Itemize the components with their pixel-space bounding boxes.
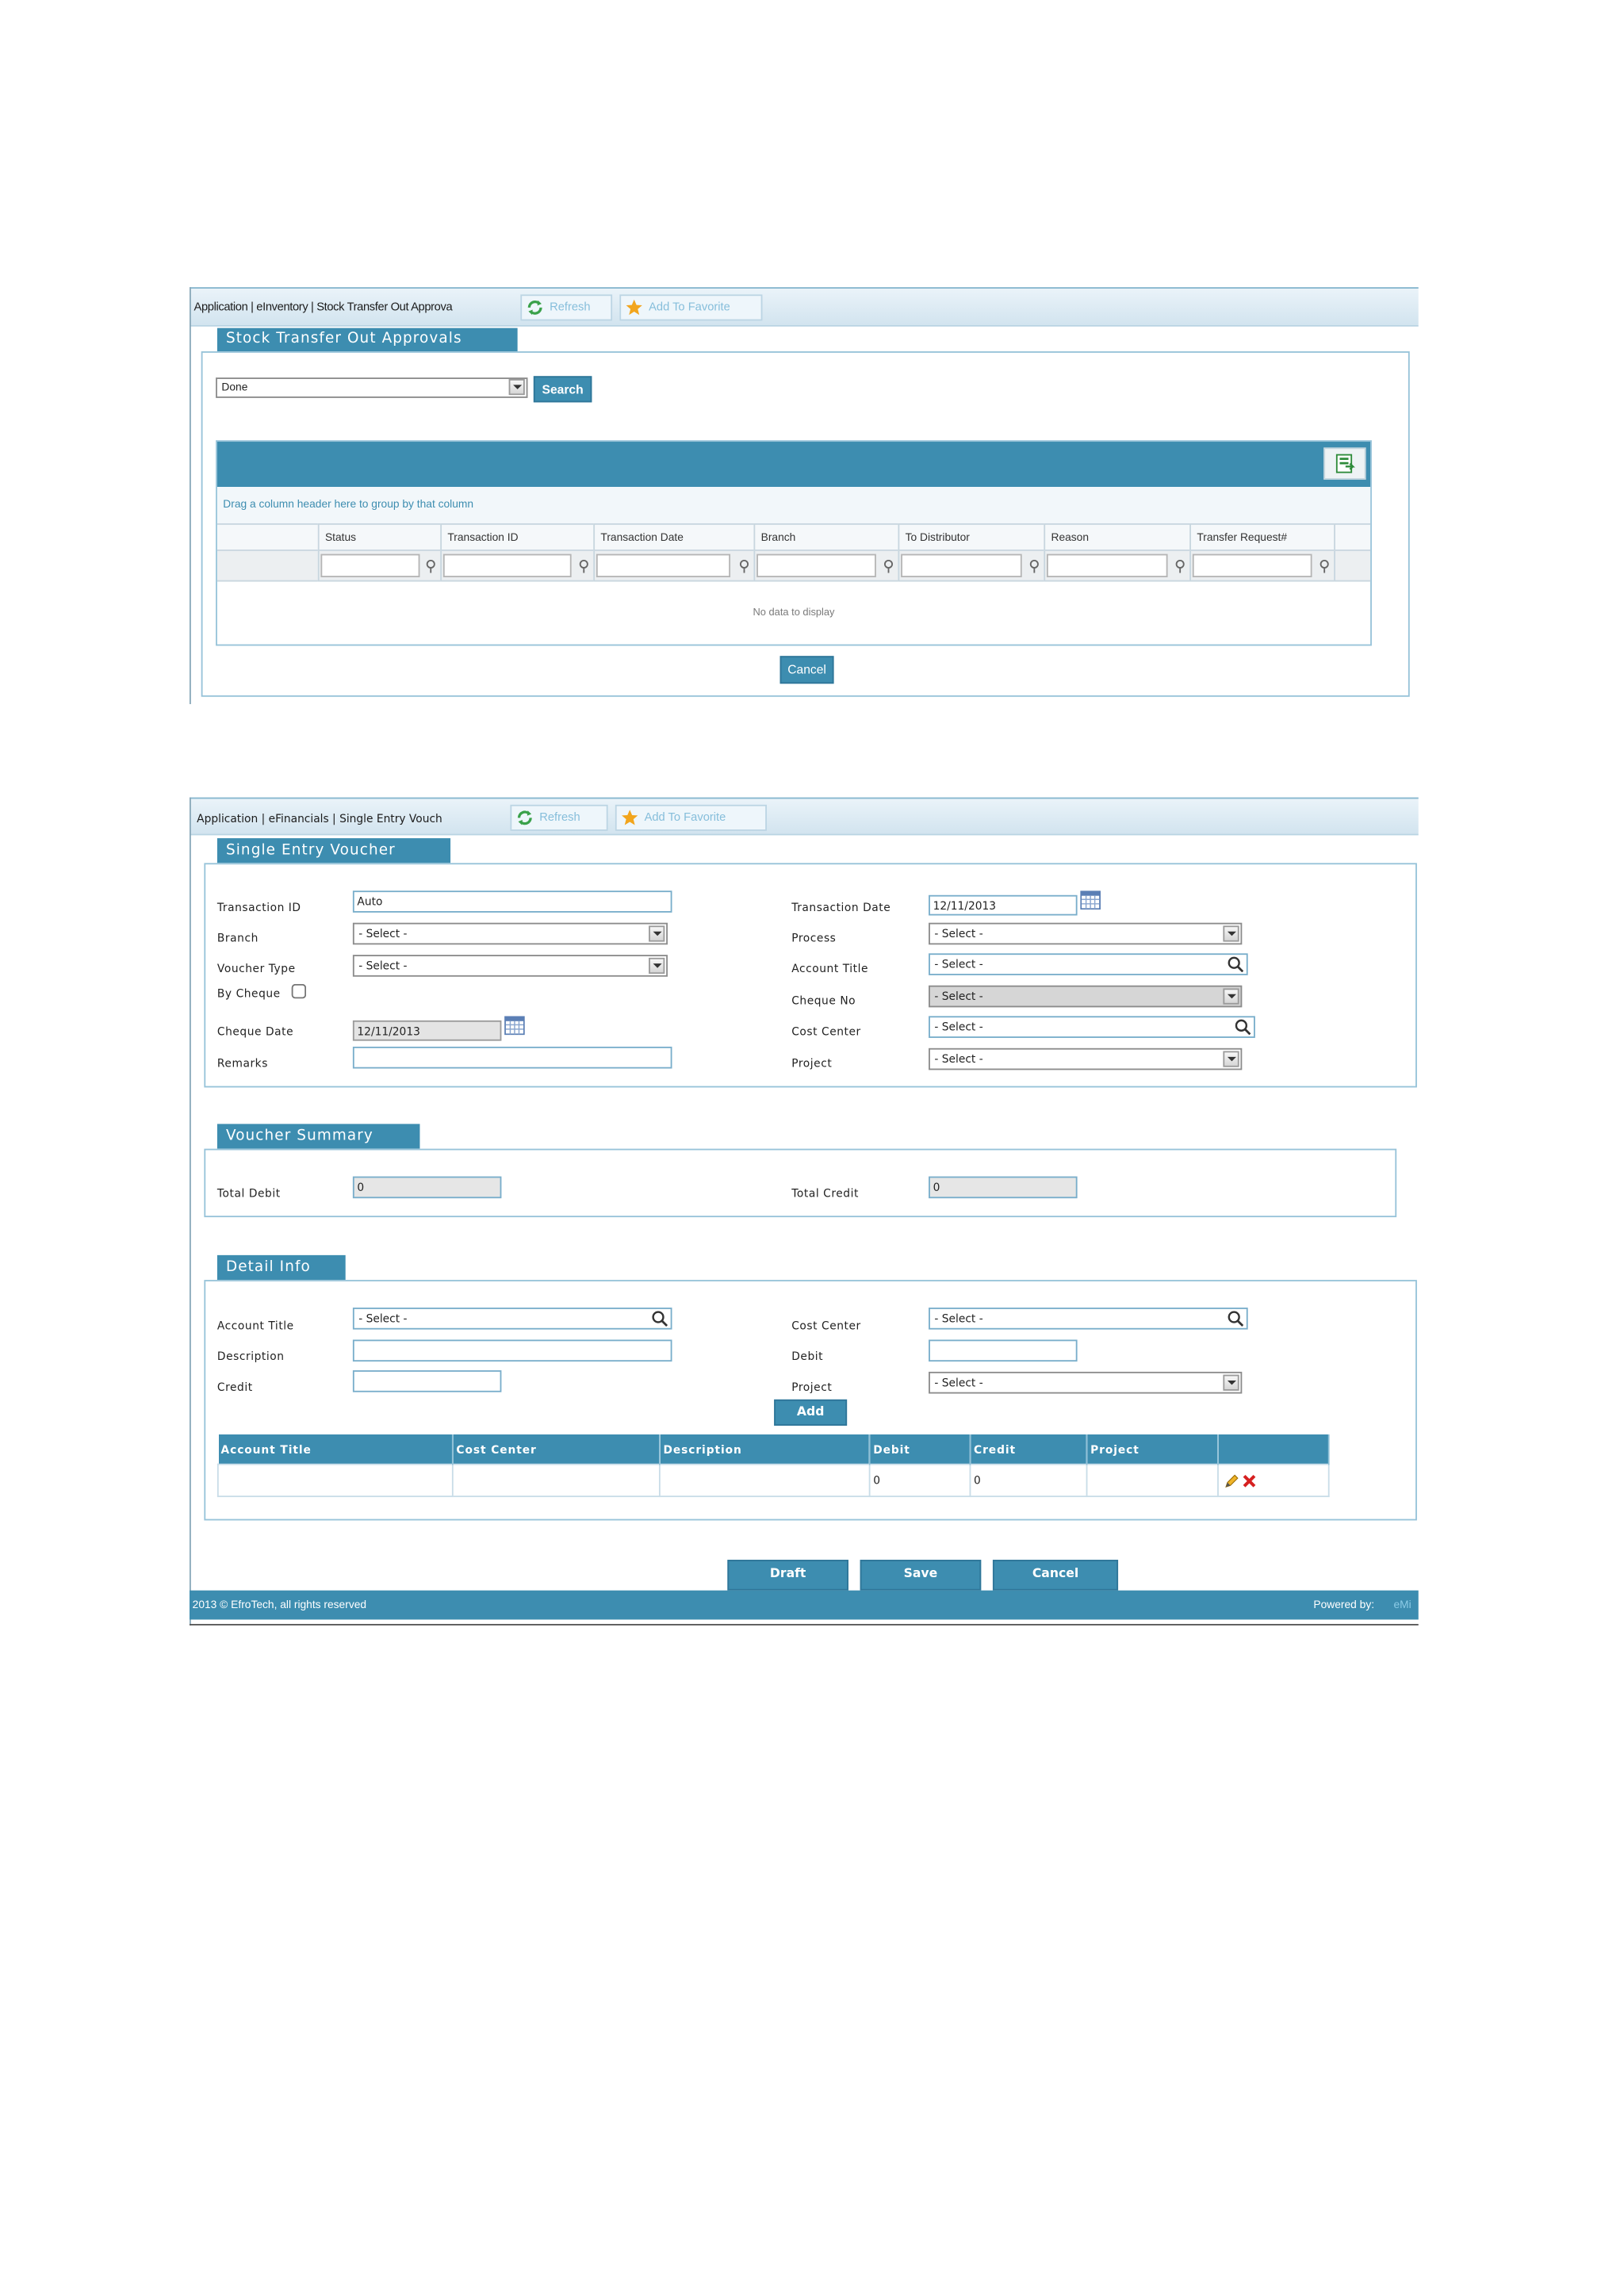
add-to-favorite-button[interactable]	[619, 294, 762, 320]
approvals-toolbar	[190, 287, 1419, 327]
cell-debit: 0	[870, 1465, 971, 1496]
search-icon[interactable]	[652, 1311, 668, 1327]
search-icon[interactable]	[1235, 1019, 1251, 1035]
cheque-date-field[interactable]	[353, 1021, 502, 1041]
total-credit-label: Total Credit	[791, 1186, 859, 1201]
cheque-no-label: Cheque No	[791, 994, 856, 1008]
refresh-label: Refresh	[550, 300, 591, 314]
process-select[interactable]	[929, 923, 1242, 945]
edit-icon[interactable]	[1224, 1473, 1239, 1488]
column-header-debit[interactable]: Debit	[870, 1434, 971, 1465]
column-header-account-title[interactable]: Account Title	[218, 1434, 453, 1465]
table-row	[218, 1465, 1329, 1496]
grid-header-tail	[1334, 523, 1370, 551]
transaction-id-label: Transaction ID	[216, 901, 301, 914]
filter-icon[interactable]	[1175, 560, 1185, 573]
cell-actions	[1218, 1465, 1329, 1496]
cheque-no-select[interactable]	[929, 986, 1242, 1008]
filter-cell-to-distributor	[898, 551, 1044, 582]
column-header-credit[interactable]: Credit	[970, 1434, 1086, 1465]
cost-center-value: - Select -	[934, 1020, 983, 1034]
by-cheque-checkbox[interactable]	[292, 984, 306, 998]
breadcrumb: Application | eFinancials | Single Entry Vouch	[197, 811, 442, 825]
export-excel-icon	[1335, 454, 1356, 474]
chevron-down-icon[interactable]	[1223, 925, 1239, 941]
detail-credit-field[interactable]	[353, 1370, 502, 1392]
total-debit-field	[353, 1177, 502, 1199]
refresh-button[interactable]	[510, 805, 607, 831]
transaction-date-field[interactable]	[929, 895, 1078, 916]
filter-input-status[interactable]	[320, 554, 419, 577]
cell-credit: 0	[970, 1465, 1086, 1496]
voucher-toolbar	[190, 798, 1419, 836]
detail-cost-center-lookup[interactable]	[929, 1308, 1248, 1330]
frame-border	[190, 798, 191, 1626]
search-icon[interactable]	[1228, 956, 1243, 972]
filter-cell-branch	[753, 551, 898, 582]
detail-cost-center-label: Cost Center	[791, 1319, 861, 1333]
favorite-label: Add To Favorite	[649, 300, 730, 314]
column-header-to-distributor[interactable]: To Distributor	[898, 523, 1044, 551]
search-icon[interactable]	[1228, 1311, 1243, 1327]
star-icon	[626, 299, 643, 316]
transaction-id-field[interactable]	[353, 890, 672, 913]
save-button[interactable]: Save	[860, 1560, 982, 1591]
detail-table	[217, 1434, 1330, 1497]
delete-icon[interactable]	[1243, 1473, 1257, 1488]
footer	[190, 1591, 1419, 1620]
total-debit-label: Total Debit	[216, 1186, 281, 1201]
cell-project	[1087, 1465, 1218, 1496]
project-label: Project	[791, 1056, 833, 1070]
column-header-actions	[1218, 1434, 1329, 1465]
project-select[interactable]	[929, 1048, 1242, 1070]
favorite-label: Add To Favorite	[644, 810, 726, 824]
refresh-label: Refresh	[539, 810, 580, 824]
total-credit-field	[929, 1177, 1078, 1199]
chevron-down-icon[interactable]	[1223, 988, 1239, 1004]
filter-row-indicator	[217, 551, 318, 582]
cancel-button[interactable]: Cancel	[780, 656, 834, 684]
chevron-down-icon[interactable]	[649, 958, 665, 974]
add-button[interactable]: Add	[774, 1400, 847, 1426]
filter-input-transfer-request[interactable]	[1193, 554, 1312, 577]
refresh-button[interactable]	[520, 294, 612, 320]
frame-border	[190, 287, 191, 704]
filter-input-branch[interactable]	[756, 554, 876, 577]
filter-cell-transfer-request	[1189, 551, 1334, 582]
grid-toolbar	[217, 442, 1370, 487]
branch-select-value: - Select -	[358, 927, 408, 940]
cell-cost-center	[453, 1465, 660, 1496]
search-button[interactable]: Search	[534, 376, 592, 402]
detail-cost-center-value: - Select -	[934, 1312, 983, 1326]
detail-account-title-label: Account Title	[216, 1319, 294, 1333]
voucher-type-select-value: - Select -	[358, 959, 408, 973]
column-header-cost-center[interactable]: Cost Center	[453, 1434, 660, 1465]
remarks-label: Remarks	[216, 1056, 268, 1070]
column-header-transaction-date[interactable]: Transaction Date	[593, 523, 753, 551]
column-header-branch[interactable]: Branch	[753, 523, 898, 551]
approvals-grid	[216, 440, 1372, 645]
filter-icon[interactable]	[579, 560, 589, 573]
detail-debit-label: Debit	[791, 1350, 824, 1363]
process-label: Process	[791, 931, 837, 945]
column-header-transfer-request[interactable]: Transfer Request#	[1189, 523, 1334, 551]
detail-project-select[interactable]	[929, 1372, 1242, 1394]
voucher-type-label: Voucher Type	[216, 962, 296, 975]
account-title-lookup[interactable]	[929, 953, 1248, 975]
draft-button[interactable]: Draft	[727, 1560, 848, 1591]
detail-project-select-value: - Select -	[934, 1376, 983, 1389]
refresh-icon	[527, 299, 544, 316]
column-header-project[interactable]: Project	[1087, 1434, 1218, 1465]
breadcrumb: Application | eInventory | Stock Transfer Out Approva	[193, 300, 453, 314]
account-title-value: - Select -	[934, 957, 983, 971]
branch-label: Branch	[216, 931, 259, 945]
detail-title: Detail Info	[217, 1255, 346, 1280]
cost-center-lookup[interactable]	[929, 1016, 1255, 1038]
filter-cell-transaction-id	[440, 551, 593, 582]
detail-account-title-lookup[interactable]	[353, 1308, 672, 1330]
filter-input-reason[interactable]	[1047, 554, 1168, 577]
refresh-icon	[516, 809, 534, 826]
chevron-down-icon[interactable]	[1223, 1375, 1239, 1391]
filter-icon[interactable]	[883, 560, 894, 573]
filter-row-tail	[1334, 551, 1370, 582]
filter-cell-reason	[1044, 551, 1189, 582]
grid-header-indicator	[217, 523, 318, 551]
column-header-transaction-id[interactable]: Transaction ID	[440, 523, 593, 551]
summary-title: Voucher Summary	[217, 1124, 420, 1148]
filter-input-to-distributor[interactable]	[901, 554, 1022, 577]
cheque-date-label: Cheque Date	[216, 1024, 294, 1038]
filter-icon[interactable]	[1029, 560, 1040, 573]
group-panel-text: Drag a column header here to group by that column	[223, 496, 474, 511]
chevron-down-icon[interactable]	[649, 925, 665, 941]
status-select-value: Done	[221, 380, 248, 394]
voucher-type-select[interactable]	[353, 955, 668, 977]
group-panel[interactable]	[217, 487, 1370, 523]
filter-cell-status	[318, 551, 440, 582]
star-icon	[621, 809, 638, 826]
copyright-text: 2013 © EfroTech, all rights reserved	[192, 1597, 367, 1611]
filter-icon[interactable]	[1320, 560, 1330, 573]
table-header-row	[218, 1434, 1329, 1465]
project-select-value: - Select -	[934, 1052, 983, 1066]
cheque-no-select-value: - Select -	[934, 990, 983, 1003]
branch-select[interactable]	[353, 923, 668, 945]
column-header-description[interactable]: Description	[660, 1434, 870, 1465]
transaction-date-label: Transaction Date	[791, 901, 891, 914]
chevron-down-icon[interactable]	[1223, 1051, 1239, 1067]
section-title: Stock Transfer Out Approvals	[217, 328, 518, 351]
by-cheque-label: By Cheque	[216, 986, 281, 1001]
calendar-icon[interactable]	[1080, 890, 1101, 910]
filter-cell-transaction-date	[593, 551, 753, 582]
cell-description	[660, 1465, 870, 1496]
cell-account-title	[218, 1465, 453, 1496]
calendar-icon[interactable]	[504, 1016, 525, 1035]
chevron-down-icon[interactable]	[509, 379, 525, 395]
powered-by-link[interactable]: eMi	[1393, 1597, 1411, 1611]
cost-center-label: Cost Center	[791, 1024, 861, 1038]
filter-icon[interactable]	[739, 560, 749, 573]
detail-debit-field[interactable]	[929, 1339, 1078, 1361]
cancel-button[interactable]: Cancel	[993, 1560, 1118, 1591]
detail-description-field[interactable]	[353, 1339, 672, 1361]
powered-by-label: Powered by:	[1313, 1597, 1375, 1611]
status-select[interactable]	[216, 377, 527, 398]
process-select-value: - Select -	[934, 927, 983, 940]
filter-input-transaction-date[interactable]	[596, 554, 730, 577]
frame-bottom-border	[190, 1624, 1419, 1626]
export-button[interactable]	[1323, 447, 1365, 479]
detail-credit-label: Credit	[216, 1380, 253, 1394]
filter-icon[interactable]	[426, 560, 436, 573]
remarks-field[interactable]	[353, 1047, 672, 1069]
empty-grid-message: No data to display	[753, 607, 835, 618]
column-header-status[interactable]: Status	[318, 523, 440, 551]
detail-description-label: Description	[216, 1350, 285, 1363]
add-to-favorite-button[interactable]	[615, 805, 767, 831]
account-title-label: Account Title	[791, 962, 869, 975]
column-header-reason[interactable]: Reason	[1044, 523, 1189, 551]
detail-project-label: Project	[791, 1380, 833, 1394]
detail-account-title-value: - Select -	[358, 1312, 408, 1326]
section-title: Single Entry Voucher	[217, 838, 450, 863]
filter-input-transaction-id[interactable]	[443, 554, 572, 577]
